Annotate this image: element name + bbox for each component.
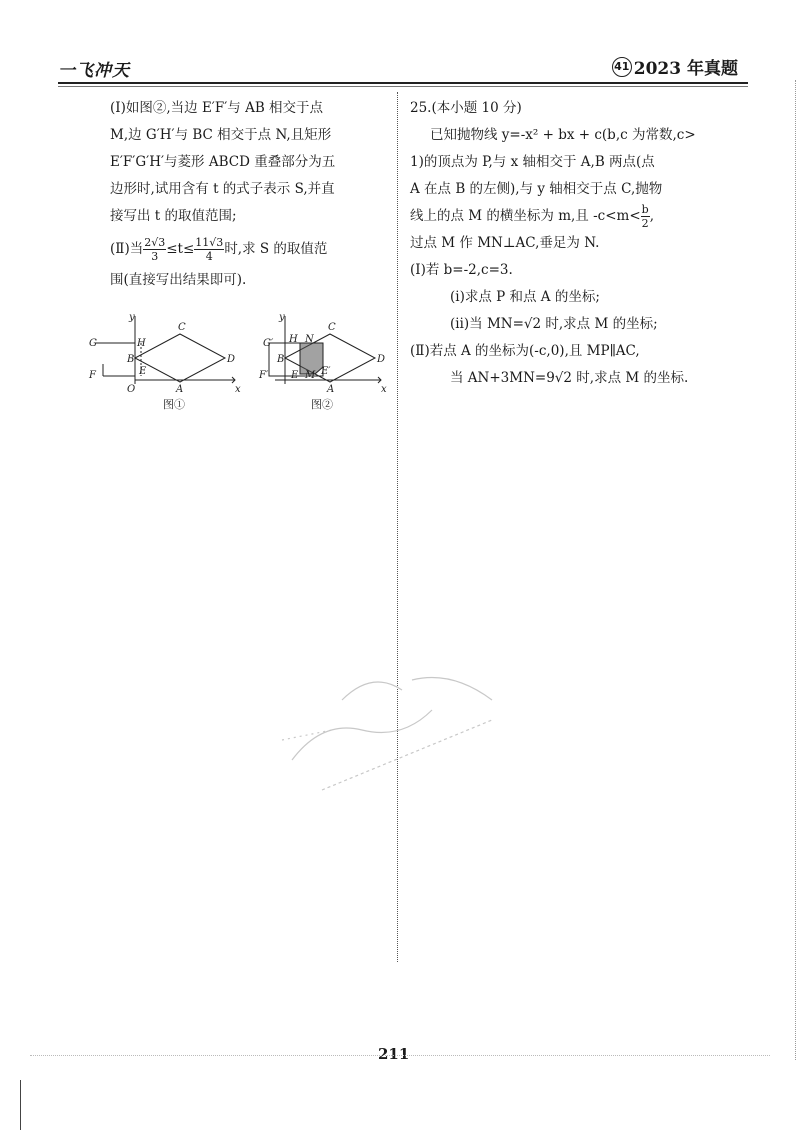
left-line-6-pre: (Ⅱ)当 (110, 241, 144, 257)
frac1-den: 3 (151, 250, 159, 263)
fraction-2root3-over-3 (143, 236, 166, 263)
left-line-5: 接写出 t 的取值范围; (110, 208, 237, 224)
svg-text:B: B (127, 354, 135, 365)
svg-text:F′: F′ (259, 370, 269, 381)
left-line-6-mid: ≤t≤ (166, 241, 195, 257)
figure-1-diagram (85, 312, 395, 412)
svg-text:M: M (305, 370, 316, 381)
header-title (612, 54, 738, 79)
header-year-title: 2023 年真题 (633, 59, 738, 79)
left-line-7: 围(直接写出结果即可). (110, 272, 247, 288)
frac-2: 2 (641, 217, 649, 230)
figure-1-caption: 图① (163, 398, 185, 411)
header-badge: 41 (612, 57, 632, 77)
left-line-6-post: 时,求 S 的取值范 (224, 241, 328, 257)
figure-2-caption: 图② (311, 398, 333, 411)
right-column (410, 95, 755, 392)
left-line-2: M,边 G′H′与 BC 相交于点 N,且矩形 (110, 127, 332, 143)
left-edge-line (20, 1080, 21, 1130)
svg-text:y: y (129, 312, 135, 323)
svg-text:E: E (139, 366, 147, 377)
svg-text:E: E (291, 370, 299, 381)
q25-part-1-i: (ⅰ)求点 P 和点 A 的坐标; (450, 289, 600, 305)
q25-line-3: A 在点 B 的左侧),与 y 轴相交于点 C,抛物 (410, 181, 663, 197)
question-25-title: 25.(本小题 10 分) (410, 100, 522, 116)
svg-text:x: x (235, 384, 241, 395)
svg-text:N: N (305, 334, 314, 345)
q25-part-2: (Ⅱ)若点 A 的坐标为(-c,0),且 MP∥AC, (410, 343, 640, 359)
svg-text:C: C (328, 322, 336, 333)
q25-line-4-pre: 线上的点 M 的横坐标为 m,且 -c<m< (410, 208, 641, 224)
left-line-3: E′F′G′H′与菱形 ABCD 重叠部分为五 (110, 154, 336, 170)
fraction-b-over-2 (641, 203, 650, 230)
bottom-dotted-line (30, 1055, 770, 1056)
fraction-11root3-over-4 (194, 236, 224, 263)
left-column (110, 95, 390, 294)
header-rule (58, 82, 748, 84)
svg-text:D: D (377, 354, 386, 365)
figures-block (85, 312, 395, 412)
left-line-6 (110, 236, 390, 263)
svg-text:F: F (89, 370, 96, 381)
header-rule-thin (58, 86, 748, 87)
svg-text:A: A (176, 384, 184, 395)
q25-part-2-cond: 当 AN+3MN=9√2 时,求点 M 的坐标. (450, 370, 689, 386)
svg-text:G: G (89, 338, 97, 349)
q25-line-1: 已知抛物线 y=-x² + bx + c(b,c 为常数,c> (430, 127, 696, 143)
frac2-den: 4 (205, 250, 213, 263)
right-edge-line (795, 80, 796, 1060)
q25-line-5: 过点 M 作 MN⊥AC,垂足为 N. (410, 235, 600, 251)
svg-text:y: y (279, 312, 285, 323)
q25-line-4 (410, 203, 755, 230)
column-divider (397, 92, 398, 962)
watermark-stamp (262, 660, 522, 810)
svg-text:D: D (227, 354, 236, 365)
svg-text:A: A (327, 384, 335, 395)
q25-part-1: (Ⅰ)若 b=-2,c=3. (410, 262, 513, 278)
svg-text:B: B (277, 354, 285, 365)
frac2-num: 11√3 (195, 236, 224, 249)
svg-text:H: H (289, 334, 298, 345)
svg-text:C: C (178, 322, 186, 333)
page-number: 211 (378, 1045, 410, 1063)
header-brand: 一飞冲天 (58, 61, 130, 81)
svg-text:H: H (137, 338, 146, 349)
svg-text:x: x (381, 384, 387, 395)
svg-text:G′: G′ (263, 338, 274, 349)
frac-b: b (641, 203, 649, 216)
left-line-1: (Ⅰ)如图②,当边 E′F′与 AB 相交于点 (110, 100, 324, 116)
frac1-num: 2√3 (144, 236, 166, 249)
q25-line-4-post: , (649, 208, 654, 224)
q25-line-2: 1)的顶点为 P,与 x 轴相交于 A,B 两点(点 (410, 154, 655, 170)
svg-text:O: O (127, 384, 136, 395)
svg-text:E′: E′ (321, 366, 331, 377)
q25-part-1-ii: (ⅱ)当 MN=√2 时,求点 M 的坐标; (450, 316, 658, 332)
left-line-4: 边形时,试用含有 t 的式子表示 S,并直 (110, 181, 335, 197)
